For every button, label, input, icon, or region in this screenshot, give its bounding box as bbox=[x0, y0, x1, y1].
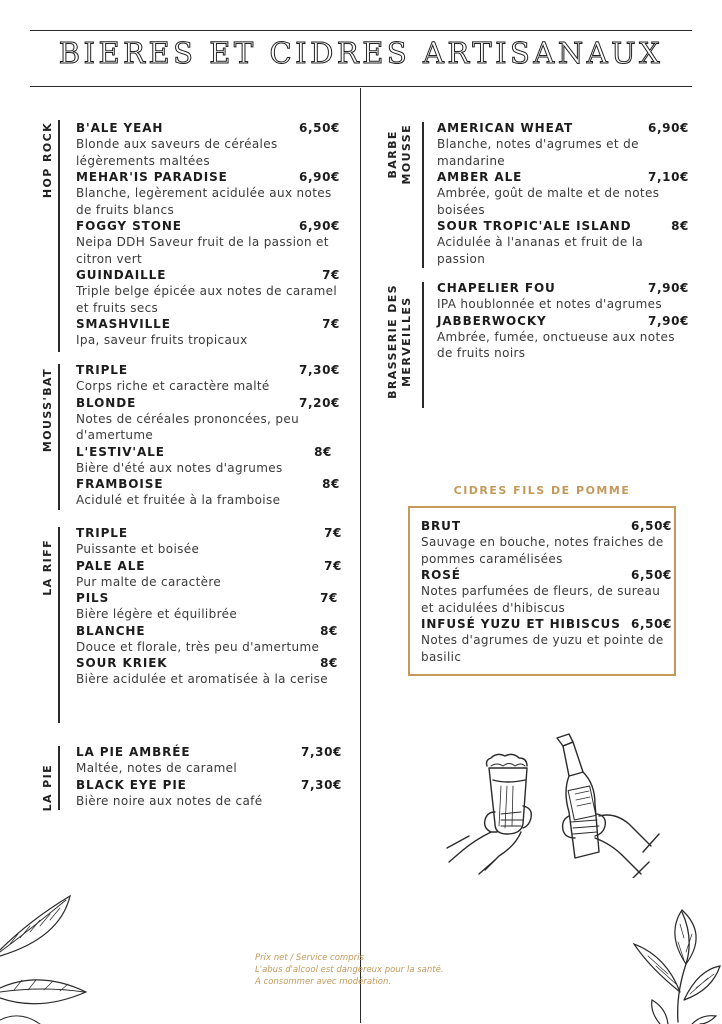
menu-item bbox=[76, 777, 342, 810]
menu-item bbox=[437, 280, 689, 313]
menu-item bbox=[76, 525, 342, 558]
item-desc: Bière noire aux notes de café bbox=[76, 793, 263, 808]
menu-item bbox=[76, 476, 340, 509]
item-name: FOGGY STONE bbox=[76, 219, 182, 233]
item-price: 6,50€ bbox=[631, 519, 672, 533]
item-price: 7€ bbox=[320, 591, 338, 605]
item-desc: Bière acidulée et aromatisée à la cerise bbox=[76, 672, 328, 686]
item-name: GUINDAILLE bbox=[76, 268, 167, 282]
leaf-decoration-left bbox=[0, 880, 92, 1024]
item-price: 6,50€ bbox=[631, 617, 672, 631]
menu-item bbox=[421, 518, 672, 567]
item-price: 8€ bbox=[320, 623, 338, 638]
item-name: TRIPLE bbox=[76, 363, 128, 377]
item-price: 8€ bbox=[671, 219, 689, 233]
item-name: BLANCHE bbox=[76, 623, 146, 638]
item-name: LA PIE AMBRÉE bbox=[76, 745, 191, 759]
item-desc: Blanche, notes d'agrumes et de mandarine bbox=[437, 137, 639, 168]
item-price: 7,30€ bbox=[301, 777, 342, 792]
item-desc: Ipa, saveur fruits tropicaux bbox=[76, 333, 248, 347]
item-name: SOUR KRIEK bbox=[76, 656, 168, 670]
item-desc: Acidulé et fruitée à la framboise bbox=[76, 493, 281, 507]
section-mouss-bat bbox=[30, 362, 350, 512]
item-price: 6,50€ bbox=[299, 121, 340, 135]
footer-notes bbox=[255, 952, 515, 988]
item-desc: Sauvage en bouche, notes fraiches de pommes caramélisées bbox=[421, 535, 664, 566]
item-desc: Notes d'agrumes de yuzu et pointe de basilic bbox=[421, 633, 664, 664]
item-price: 7,30€ bbox=[299, 363, 340, 377]
item-desc: Triple belge épicée aux notes de caramel et fruits secs bbox=[76, 284, 338, 315]
item-price: 7€ bbox=[322, 317, 340, 331]
item-desc: Acidulée à l'ananas et fruit de la passion bbox=[437, 235, 644, 266]
item-name: PALE ALE bbox=[76, 558, 146, 573]
menu-item bbox=[76, 744, 342, 777]
menu-item bbox=[76, 655, 342, 688]
item-name: BRUT bbox=[421, 519, 461, 533]
beer-bottle-icon bbox=[557, 734, 599, 858]
item-name: SMASHVILLE bbox=[76, 317, 171, 331]
item-name: ROSÉ bbox=[421, 568, 461, 582]
item-price: 8€ bbox=[314, 444, 332, 459]
section-label: HOP ROCK bbox=[41, 122, 54, 199]
footer-line: Prix net / Service compris bbox=[255, 953, 364, 963]
item-desc: Corps riche et caractère malté bbox=[76, 379, 270, 393]
section-brasserie-des-merveilles bbox=[384, 280, 694, 410]
menu-item bbox=[76, 590, 342, 623]
leaf-decoration-right bbox=[620, 904, 722, 1024]
item-name: MEHAR'IS PARADISE bbox=[76, 170, 228, 184]
section-label-line: MERVEILLES bbox=[400, 296, 413, 387]
menu-item bbox=[76, 623, 342, 656]
section-label-line: BRASSERIE DES bbox=[386, 284, 399, 399]
item-desc: Notes de céréales prononcées, peu d'amertume bbox=[76, 411, 300, 442]
item-list bbox=[76, 744, 342, 809]
menu-item bbox=[76, 120, 340, 169]
section-la-pie bbox=[30, 744, 350, 812]
top-rule bbox=[30, 30, 692, 31]
column-divider bbox=[360, 88, 361, 1023]
footer-line: A consommer avec modération. bbox=[255, 977, 392, 987]
menu-item bbox=[76, 316, 340, 349]
item-desc: Ambrée, fumée, onctueuse aux notes de fruits noirs bbox=[437, 329, 675, 360]
item-name: L'ESTIV'ALE bbox=[76, 444, 165, 459]
item-list bbox=[76, 120, 340, 349]
section-la-riff bbox=[30, 525, 350, 725]
item-name: SOUR TROPIC'ALE ISLAND bbox=[437, 219, 632, 233]
item-price: 6,90€ bbox=[299, 170, 340, 184]
item-name: AMERICAN WHEAT bbox=[437, 121, 574, 135]
item-desc: Notes parfumées de fleurs, de sureau et acidulées d'hibiscus bbox=[421, 584, 661, 615]
menu-item bbox=[421, 567, 672, 616]
menu-item bbox=[76, 362, 340, 395]
item-list bbox=[421, 518, 672, 665]
menu-item bbox=[437, 169, 689, 218]
menu-item bbox=[437, 313, 689, 362]
item-desc: Bière légère et équilibrée bbox=[76, 607, 238, 621]
item-name: TRIPLE bbox=[76, 526, 128, 540]
item-name: BLONDE bbox=[76, 395, 137, 410]
item-list bbox=[76, 525, 342, 688]
item-price: 7,90€ bbox=[648, 281, 689, 295]
item-desc: Ambrée, goût de malte et de notes boisées bbox=[437, 186, 660, 217]
section-label-line: BARBE bbox=[386, 130, 399, 179]
item-price: 7€ bbox=[324, 526, 342, 540]
section-label: LA PIE bbox=[41, 764, 54, 812]
item-name: CHAPELIER FOU bbox=[437, 281, 556, 295]
menu-item bbox=[76, 444, 340, 477]
item-desc: Bière d'été aux notes d'agrumes bbox=[76, 460, 283, 475]
right-hand-icon bbox=[563, 814, 659, 878]
beer-glass-icon bbox=[487, 754, 528, 834]
item-price: 7€ bbox=[322, 268, 340, 282]
section-label bbox=[386, 284, 414, 399]
item-desc: Blonde aux saveurs de céréales légèrements maltées bbox=[76, 137, 278, 168]
menu-item bbox=[76, 267, 340, 316]
item-price: 8€ bbox=[320, 656, 338, 670]
item-desc: Neipa DDH Saveur fruit de la passion et citron vert bbox=[76, 235, 329, 266]
section-hop-rock bbox=[30, 118, 350, 354]
footer-line: L'abus d'alcool est dangereux pour la santé. bbox=[255, 965, 444, 975]
item-price: 6,90€ bbox=[299, 219, 340, 233]
section-label bbox=[386, 124, 414, 185]
item-list bbox=[76, 362, 340, 509]
menu-item bbox=[437, 120, 689, 169]
item-desc: Puissante et boisée bbox=[76, 542, 200, 556]
menu-item bbox=[421, 616, 672, 665]
left-hand-icon bbox=[447, 806, 531, 874]
menu-item bbox=[76, 218, 340, 267]
section-barbe-mousse bbox=[384, 120, 694, 270]
item-name: FRAMBOISE bbox=[76, 477, 164, 491]
item-price: 7,90€ bbox=[648, 313, 689, 328]
item-desc: Maltée, notes de caramel bbox=[76, 761, 238, 775]
title-underline bbox=[30, 86, 692, 87]
item-price: 7€ bbox=[324, 558, 342, 573]
section-bar bbox=[58, 746, 60, 810]
item-price: 7,10€ bbox=[648, 170, 689, 184]
item-desc: Douce et florale, très peu d'amertume bbox=[76, 639, 320, 654]
item-desc: Pur malte de caractère bbox=[76, 574, 222, 589]
item-desc: IPA houblonnée et notes d'agrumes bbox=[437, 297, 662, 311]
menu-item bbox=[76, 169, 340, 218]
section-bar bbox=[58, 527, 60, 723]
section-label: MOUSS'BAT bbox=[41, 368, 54, 453]
cidres-title: CIDRES FILS DE POMME bbox=[453, 484, 631, 497]
menu-item bbox=[76, 395, 340, 444]
item-price: 6,90€ bbox=[648, 121, 689, 135]
item-desc: Blanche, legèrement acidulée aux notes de fruits blancs bbox=[76, 186, 332, 217]
section-bar bbox=[422, 122, 424, 268]
menu-item bbox=[76, 558, 342, 591]
item-price: 7,20€ bbox=[299, 395, 340, 410]
item-name: BLACK EYE PIE bbox=[76, 777, 187, 792]
section-bar bbox=[58, 120, 60, 352]
item-list bbox=[437, 280, 689, 362]
item-price: 6,50€ bbox=[631, 568, 672, 582]
item-name: JABBERWOCKY bbox=[437, 313, 547, 328]
section-bar bbox=[422, 282, 424, 408]
item-price: 8€ bbox=[322, 477, 340, 491]
cheers-illustration bbox=[445, 728, 665, 878]
item-name: PILS bbox=[76, 591, 110, 605]
menu-item bbox=[437, 218, 689, 267]
section-bar bbox=[58, 364, 60, 510]
section-label-line: MOUSSE bbox=[400, 124, 413, 185]
item-price: 7,30€ bbox=[301, 745, 342, 759]
item-name: AMBER ALE bbox=[437, 170, 523, 184]
section-label: LA RIFF bbox=[41, 539, 54, 596]
item-name: B'ALE YEAH bbox=[76, 121, 164, 135]
page-title: BIERES ET CIDRES ARTISANAUX bbox=[58, 36, 664, 70]
item-name: INFUSÉ YUZU ET HIBISCUS bbox=[421, 617, 621, 631]
item-list bbox=[437, 120, 689, 267]
cidres-box bbox=[408, 506, 676, 676]
